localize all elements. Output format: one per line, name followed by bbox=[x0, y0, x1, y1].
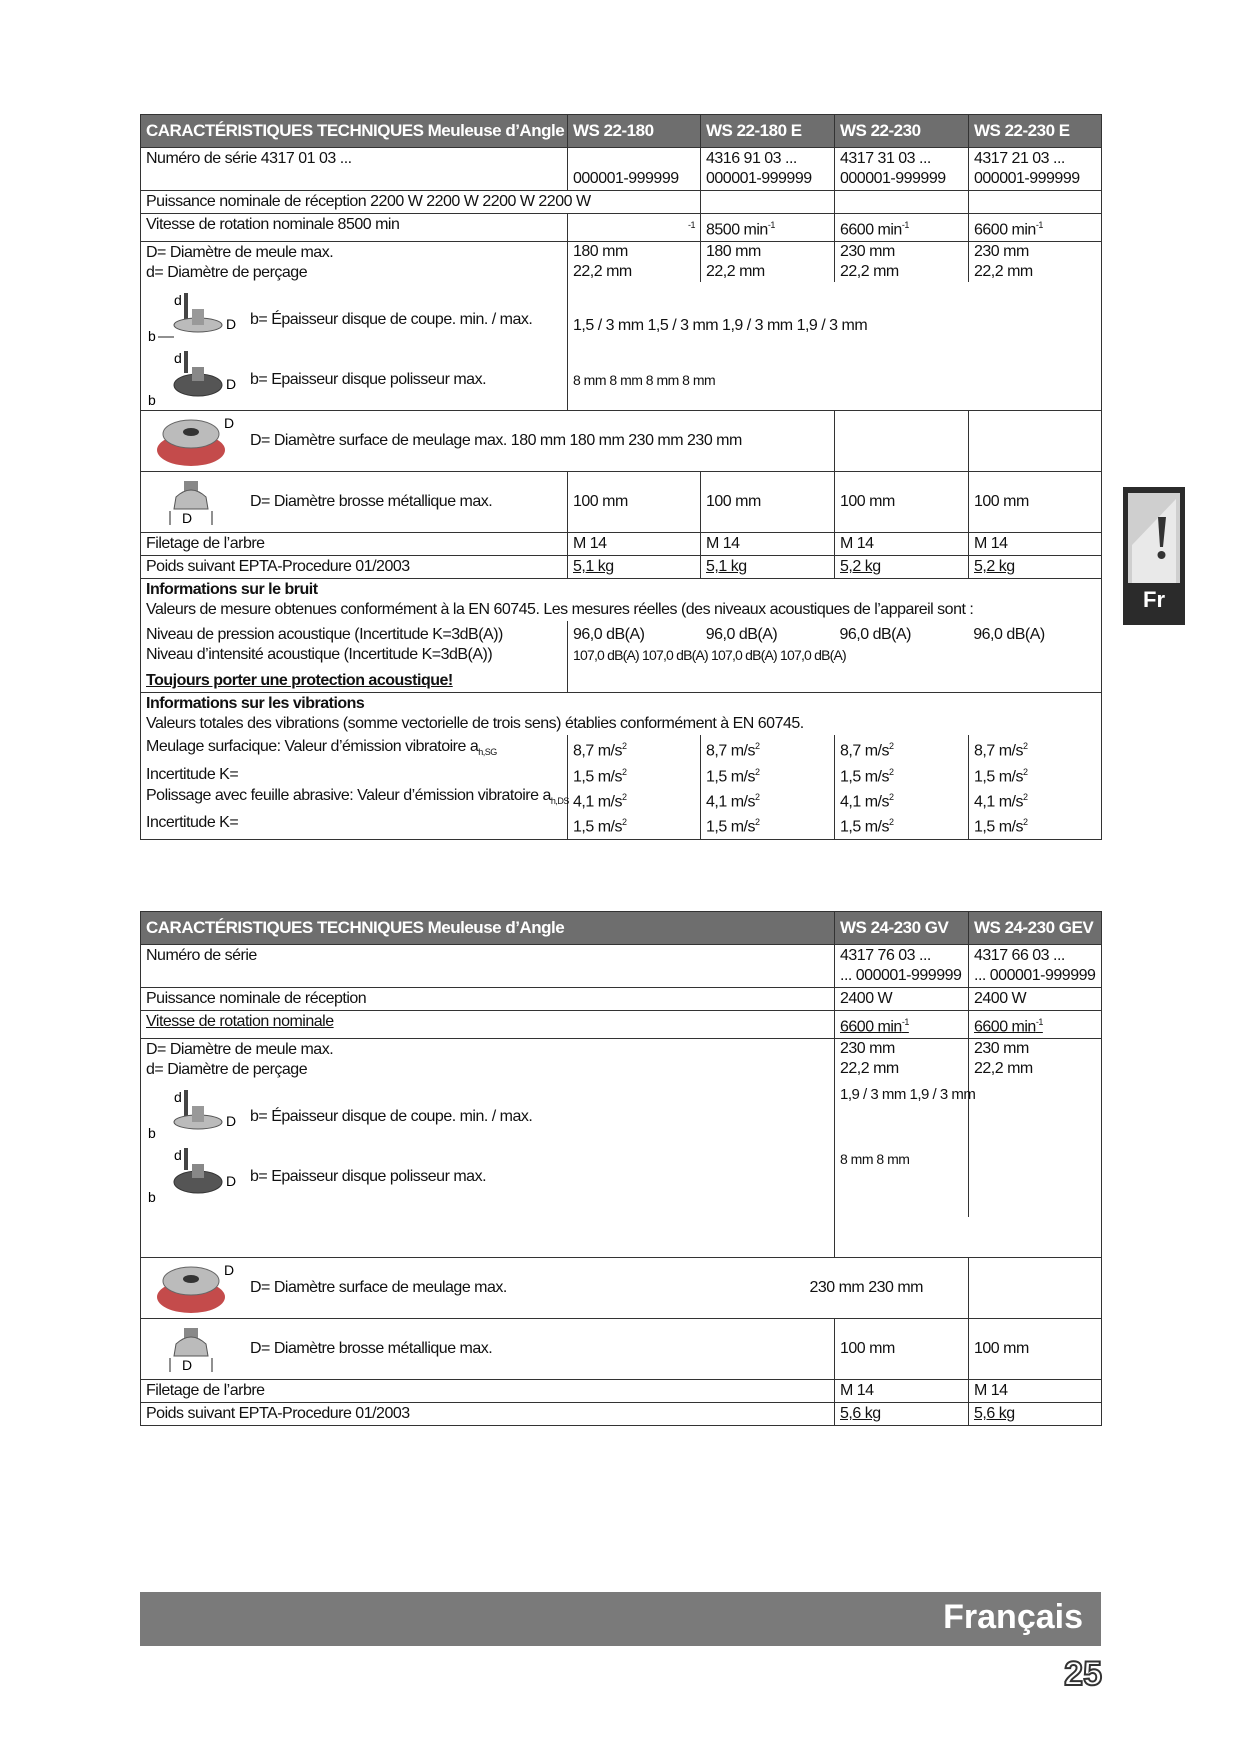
svg-text:D: D bbox=[224, 1262, 234, 1279]
cut-thickness-label: b= Épaisseur disque de coupe. min. / max. bbox=[250, 311, 533, 329]
intensity-values: 107,0 dB(A) 107,0 dB(A) 107,0 dB(A) 107,0 dB(A) bbox=[573, 647, 846, 664]
vibration-value: 4,1 m/s bbox=[974, 793, 1023, 811]
spec-table-1 bbox=[140, 114, 1102, 840]
polish-thickness-label: b= Epaisseur disque polisseur max. bbox=[250, 371, 487, 389]
wire-brush-icon bbox=[146, 1320, 236, 1378]
serial-number: 4317 31 03 ... bbox=[840, 150, 931, 167]
table-row: Meulage surfacique: Valeur d’émission vibratoire $a_{h,SG}$ Incertitude K= Polissage avec feuille abrasive: Valeur d’émission vibratoire $a_{h,DS}$ Incertitude K= 8,7 $m/s^2$ 1,5 $m/s^2$ 4,1 $m/s^2$ 1,5 $m/s^2$ 8,7 $m/s^2$ 1,5 $m/s^2$ 4,1 $m/s^2$ 1,5 $m/s^2$ 8,7 $m/s^2$ 1,5 $m/s^2$ 4,1 $m/s^2$ 1,5 $m/s^2$ 8,7 $m/s^2$ 1,5 $m/s^2$ 4,1 $m/s^2$ 1,5 $m/s^2$ bbox=[141, 735, 1102, 839]
table-row bbox=[141, 350, 1102, 411]
serial-range: ... 000001-999999 bbox=[840, 967, 962, 984]
footer-language: Français bbox=[943, 1598, 1083, 1636]
table-row bbox=[141, 945, 1102, 988]
uncertainty-label: Incertitude K= bbox=[146, 765, 239, 783]
footer-language-bar bbox=[140, 1592, 1101, 1646]
svg-text:b: b bbox=[148, 328, 156, 345]
vibration-value: 1,5 m/s bbox=[573, 818, 622, 836]
sanding-vibration-label: Polissage avec feuille abrasive: Valeur d’émission vibratoire a bbox=[146, 786, 551, 804]
thread-value: M 14 bbox=[969, 533, 1102, 556]
uncertainty-label: Incertitude K= bbox=[146, 813, 239, 831]
noise-intro: Valeurs de mesure obtenues conformément à la EN 60745. Les mesures réelles (des niveaux acoustiques de l’appareil sont : bbox=[146, 601, 974, 619]
vibration-value: 8,7 m/s bbox=[573, 742, 622, 760]
bore-diameter: 22,2 mm bbox=[706, 263, 765, 281]
vibration-value: 4,1 m/s bbox=[840, 793, 889, 811]
serial-label: Numéro de série 4317 01 03 ... bbox=[141, 148, 568, 191]
svg-text:D: D bbox=[182, 1357, 192, 1374]
table-row bbox=[141, 191, 1102, 214]
vibration-value: 1,5 m/s bbox=[573, 767, 622, 785]
pressure-label: Niveau de pression acoustique (Incertitude K=3dB(A)) bbox=[146, 626, 503, 644]
svg-text:D: D bbox=[226, 376, 236, 393]
vibration-value: 4,1 m/s bbox=[706, 793, 755, 811]
grind-surface-label: D= Diamètre surface de meulage max. 180 mm 180 mm 230 mm 230 mm bbox=[250, 432, 742, 450]
grinding-surface-icon bbox=[146, 1259, 236, 1317]
pressure-value: 96,0 dB(A) bbox=[839, 626, 911, 644]
power-label: Puissance nominale de réception bbox=[141, 988, 835, 1011]
serial-range: 000001-999999 bbox=[974, 170, 1080, 187]
noise-title: Informations sur le bruit bbox=[146, 581, 318, 599]
vibration-value: 8,7 m/s bbox=[974, 742, 1023, 760]
svg-text:D: D bbox=[226, 1113, 236, 1130]
vibration-value: 1,5 m/s bbox=[706, 767, 755, 785]
bore-diameter: 22,2 mm bbox=[840, 263, 899, 281]
speed-label: Vitesse de rotation nominale bbox=[141, 1011, 835, 1039]
bore-diameter: 22,2 mm bbox=[840, 1060, 899, 1078]
vibration-value: 1,5 m/s bbox=[706, 818, 755, 836]
table-row bbox=[141, 579, 1102, 622]
bore-diameter: 22,2 mm bbox=[573, 263, 632, 281]
page-number: 25 bbox=[1064, 1655, 1102, 1693]
weight-label: Poids suivant EPTA-Procedure 01/2003 bbox=[141, 1403, 835, 1426]
vibration-value: 8,7 m/s bbox=[840, 742, 889, 760]
table-row bbox=[141, 148, 1102, 191]
brush-value: 100 mm bbox=[568, 472, 701, 533]
grinding-surface-icon bbox=[146, 412, 236, 470]
serial-range: 000001-999999 bbox=[573, 170, 679, 187]
brush-value: 100 mm bbox=[701, 472, 835, 533]
grind-surface-values: 230 mm 230 mm bbox=[809, 1279, 923, 1297]
weight-value: 5,1 kg bbox=[568, 556, 701, 579]
svg-text:D: D bbox=[224, 415, 234, 432]
table-row: Vitesse de rotation nominale 8500 min $^{-1}$ 8500 $\min^{-1}$ 6600 $\min^{-1}$ 6600 $\min^{-1}$ bbox=[141, 214, 1102, 242]
thread-label: Filetage de l’arbre bbox=[141, 1380, 835, 1403]
disc-diameter-label: D= Diamètre de meule max. bbox=[146, 1041, 334, 1059]
polish-thickness-values: 8 mm 8 mm bbox=[840, 1151, 910, 1168]
speed-value: 6600 min bbox=[974, 1018, 1036, 1036]
model-header: WS 22-230 E bbox=[969, 115, 1102, 148]
brush-value: 100 mm bbox=[969, 472, 1102, 533]
serial-range: 000001-999999 bbox=[706, 170, 812, 187]
spec-table-2 bbox=[140, 911, 1102, 1426]
thread-value: M 14 bbox=[969, 1380, 1102, 1403]
serial-number: 4317 76 03 ... bbox=[840, 947, 931, 964]
svg-text:d: d bbox=[174, 1089, 182, 1106]
table-row: Vitesse de rotation nominale 6600 $\min^{-1}$ 6600 $\min^{-1}$ bbox=[141, 1011, 1102, 1039]
speed-value: 8500 min bbox=[706, 221, 768, 239]
wire-brush-icon bbox=[146, 473, 236, 531]
grind-surface-label: D= Diamètre surface de meulage max. bbox=[250, 1279, 507, 1297]
speed-value: 6600 min bbox=[974, 221, 1036, 239]
polish-thickness-values: 8 mm 8 mm 8 mm 8 mm bbox=[573, 371, 716, 388]
model-header: WS 22-180 E bbox=[701, 115, 835, 148]
table-row bbox=[141, 472, 1102, 533]
table-row bbox=[141, 1319, 1102, 1380]
power-value: 2400 W bbox=[835, 988, 969, 1011]
polishing-disc-icon bbox=[146, 1148, 236, 1206]
power-label: Puissance nominale de réception 2200 W 2200 W 2200 W 2200 W bbox=[141, 191, 701, 214]
svg-text:D: D bbox=[226, 316, 236, 333]
table-row bbox=[141, 988, 1102, 1011]
serial-number: 4317 66 03 ... bbox=[974, 947, 1065, 964]
brush-label: D= Diamètre brosse métallique max. bbox=[250, 493, 493, 511]
speed-label: Vitesse de rotation nominale 8500 min bbox=[141, 214, 568, 242]
power-value: 2400 W bbox=[969, 988, 1102, 1011]
cut-thickness-values: 1,9 / 3 mm 1,9 / 3 mm bbox=[840, 1086, 976, 1104]
model-header: WS 22-230 bbox=[835, 115, 969, 148]
model-header: WS 24-230 GV bbox=[835, 912, 969, 945]
model-header: WS 24-230 GEV bbox=[969, 912, 1102, 945]
table-header bbox=[141, 912, 1102, 945]
serial-number: 4316 91 03 ... bbox=[706, 150, 797, 167]
vibration-value: 1,5 m/s bbox=[974, 767, 1023, 785]
thread-value: M 14 bbox=[701, 533, 835, 556]
svg-text:b: b bbox=[148, 392, 156, 409]
thread-label: Filetage de l’arbre bbox=[141, 533, 568, 556]
brush-value: 100 mm bbox=[969, 1319, 1102, 1380]
weight-label: Poids suivant EPTA-Procedure 01/2003 bbox=[141, 556, 568, 579]
disc-diameter: 180 mm bbox=[706, 243, 761, 261]
model-header: WS 22-180 bbox=[568, 115, 701, 148]
vibration-value: 1,5 m/s bbox=[840, 818, 889, 836]
thread-value: M 14 bbox=[835, 1380, 969, 1403]
vibration-title: Informations sur les vibrations bbox=[146, 695, 365, 713]
pressure-value: 96,0 dB(A) bbox=[573, 626, 645, 644]
speed-value: 6600 min bbox=[840, 1018, 902, 1036]
surface-vibration-label: Meulage surfacique: Valeur d’émission vibratoire a bbox=[146, 738, 479, 756]
weight-value: 5,2 kg bbox=[969, 556, 1102, 579]
table-row bbox=[141, 693, 1102, 736]
serial-range: 000001-999999 bbox=[840, 170, 946, 187]
weight-value: 5,6 kg bbox=[969, 1403, 1102, 1426]
speed-unit: -1 bbox=[687, 220, 695, 230]
language-side-tab bbox=[1123, 487, 1185, 625]
cutting-disc-icon bbox=[146, 1088, 236, 1146]
vibration-value: 8,7 m/s bbox=[706, 742, 755, 760]
table-row bbox=[141, 621, 1102, 693]
table-row bbox=[141, 411, 1102, 472]
vibration-value: 4,1 m/s bbox=[573, 793, 622, 811]
brush-value: 100 mm bbox=[835, 472, 969, 533]
table-row bbox=[141, 533, 1102, 556]
polish-thickness-label: b= Epaisseur disque polisseur max. bbox=[250, 1168, 487, 1186]
language-code: Fr bbox=[1143, 587, 1165, 612]
cut-thickness-label: b= Épaisseur disque de coupe. min. / max. bbox=[250, 1108, 533, 1126]
speed-value: 6600 min bbox=[840, 221, 902, 239]
thread-value: M 14 bbox=[568, 533, 701, 556]
serial-label: Numéro de série bbox=[141, 945, 835, 988]
disc-diameter-label: D= Diamètre de meule max. bbox=[146, 244, 334, 262]
intensity-label: Niveau d’intensité acoustique (Incertitude K=3dB(A)) bbox=[146, 646, 493, 664]
bore-diameter: 22,2 mm bbox=[974, 263, 1033, 281]
weight-value: 5,2 kg bbox=[835, 556, 969, 579]
vibration-value: 1,5 m/s bbox=[974, 818, 1023, 836]
table-row bbox=[141, 1258, 1102, 1319]
polishing-disc-icon bbox=[146, 351, 236, 409]
warning-icon bbox=[1128, 493, 1180, 583]
table-row bbox=[141, 1403, 1102, 1426]
disc-diameter: 230 mm bbox=[974, 1040, 1029, 1058]
cut-thickness-values: 1,5 / 3 mm 1,5 / 3 mm 1,9 / 3 mm 1,9 / 3 mm bbox=[573, 317, 868, 335]
table-header bbox=[141, 115, 1102, 148]
thread-value: M 14 bbox=[835, 533, 969, 556]
bore-diameter-label: d= Diamètre de perçage bbox=[146, 264, 308, 282]
hearing-warning: Toujours porter une protection acoustique! bbox=[146, 672, 453, 690]
cutting-disc-icon bbox=[146, 291, 236, 349]
brush-label: D= Diamètre brosse métallique max. bbox=[250, 1340, 493, 1358]
disc-diameter: 230 mm bbox=[840, 243, 895, 261]
svg-text:d: d bbox=[174, 351, 182, 367]
table-title: CARACTÉRISTIQUES TECHNIQUES Meuleuse d’Angle bbox=[141, 912, 835, 945]
vibration-intro: Valeurs totales des vibrations (somme vectorielle de trois sens) établies conformément à EN 60745. bbox=[146, 715, 804, 733]
table-row bbox=[141, 242, 1102, 351]
svg-text:d: d bbox=[174, 292, 182, 309]
disc-diameter: 180 mm bbox=[573, 243, 628, 261]
bore-diameter-label: d= Diamètre de perçage bbox=[146, 1061, 308, 1079]
svg-text:D: D bbox=[226, 1173, 236, 1190]
weight-value: 5,6 kg bbox=[835, 1403, 969, 1426]
pressure-value: 96,0 dB(A) bbox=[973, 626, 1045, 644]
disc-diameter: 230 mm bbox=[840, 1040, 895, 1058]
weight-value: 5,1 kg bbox=[701, 556, 835, 579]
serial-number: 4317 21 03 ... bbox=[974, 150, 1065, 167]
disc-diameter: 230 mm bbox=[974, 243, 1029, 261]
table-row bbox=[141, 556, 1102, 579]
table-row bbox=[141, 1039, 1102, 1258]
svg-text:d: d bbox=[174, 1148, 182, 1164]
svg-text:b: b bbox=[148, 1189, 156, 1206]
pressure-value: 96,0 dB(A) bbox=[705, 626, 778, 644]
svg-text:D: D bbox=[182, 510, 192, 527]
serial-range: ... 000001-999999 bbox=[974, 967, 1096, 984]
svg-text:b: b bbox=[148, 1125, 156, 1142]
table-title: CARACTÉRISTIQUES TECHNIQUES Meuleuse d’Angle bbox=[141, 115, 568, 148]
bore-diameter: 22,2 mm bbox=[974, 1060, 1033, 1078]
vibration-value: 1,5 m/s bbox=[840, 767, 889, 785]
brush-value: 100 mm bbox=[835, 1319, 969, 1380]
table-row bbox=[141, 1380, 1102, 1403]
